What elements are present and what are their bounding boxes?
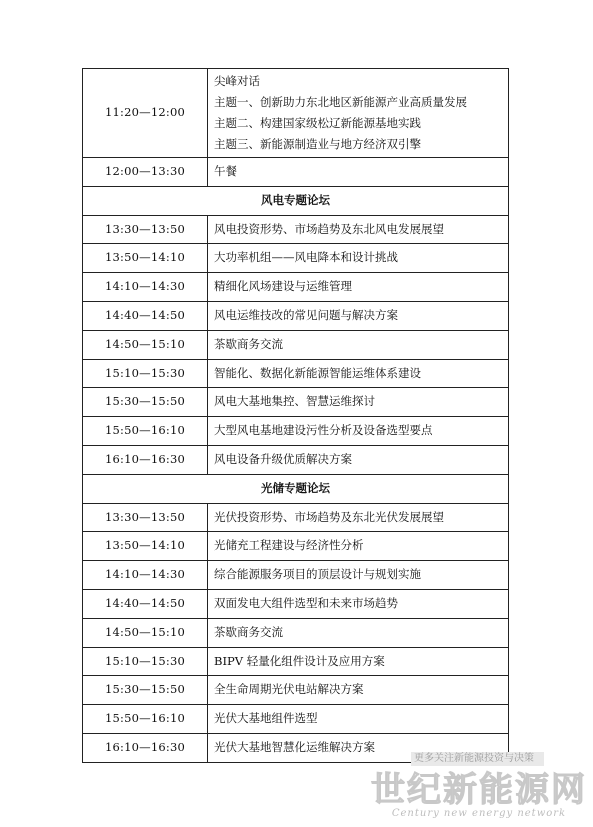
time-cell: 13:30—13:50 (83, 215, 208, 244)
watermark-logo (368, 772, 590, 822)
topic-cell: 综合能源服务项目的顶层设计与规划实施 (208, 561, 509, 590)
topic-cell: 大型风电基地建设污性分析及设备选型要点 (208, 417, 509, 446)
time-cell: 15:30—15:50 (83, 388, 208, 417)
time-cell: 16:10—16:30 (83, 733, 208, 762)
wind-section-header (83, 186, 509, 215)
table-row (83, 273, 509, 302)
table-row (83, 417, 509, 446)
table-row (83, 359, 509, 388)
time-cell: 13:30—13:50 (83, 503, 208, 532)
topic-cell: 精细化风场建设与运维管理 (208, 273, 509, 302)
topic-cell: 风电运维技改的常见问题与解决方案 (208, 301, 509, 330)
table-row (83, 618, 509, 647)
topic-cell: 双面发电大组件选型和未来市场趋势 (208, 589, 509, 618)
watermark-logo-en: Century new energy network (391, 808, 567, 819)
table-row (83, 445, 509, 474)
keynote-theme-3: 主题三、新能源制造业与地方经济双引擎 (214, 137, 421, 151)
lunch-row (83, 158, 509, 187)
topic-cell (208, 69, 509, 158)
topic-cell: 茶歇商务交流 (208, 618, 509, 647)
topic-cell: 风电投资形势、市场趋势及东北风电发展展望 (208, 215, 509, 244)
time-cell: 11:20—12:00 (83, 69, 208, 158)
time-cell: 13:50—14:10 (83, 532, 208, 561)
time-cell: 16:10—16:30 (83, 445, 208, 474)
table-row (83, 676, 509, 705)
table-row (83, 503, 509, 532)
solar-section-header (83, 474, 509, 503)
table-row (83, 215, 509, 244)
time-cell: 15:50—16:10 (83, 417, 208, 446)
watermark-caption: 更多关注新能源投资与决策 (411, 752, 544, 766)
topic-cell: 光储充工程建设与经济性分析 (208, 532, 509, 561)
keynote-heading: 尖峰对话 (214, 74, 260, 88)
agenda-table (82, 68, 509, 763)
topic-cell: 风电大基地集控、智慧运维探讨 (208, 388, 509, 417)
keynote-theme-1: 主题一、创新助力东北地区新能源产业高质量发展 (214, 95, 467, 109)
time-cell: 14:10—14:30 (83, 273, 208, 302)
time-cell: 15:10—15:30 (83, 647, 208, 676)
time-cell: 14:10—14:30 (83, 561, 208, 590)
table-row (83, 561, 509, 590)
time-cell: 14:50—15:10 (83, 330, 208, 359)
time-cell: 14:50—15:10 (83, 618, 208, 647)
time-cell: 15:10—15:30 (83, 359, 208, 388)
section-title: 光储专题论坛 (83, 474, 509, 503)
topic-cell: BIPV 轻量化组件设计及应用方案 (208, 647, 509, 676)
time-cell: 15:50—16:10 (83, 705, 208, 734)
time-cell: 13:50—14:10 (83, 244, 208, 273)
table-row (83, 330, 509, 359)
topic-cell: 智能化、数据化新能源智能运维体系建设 (208, 359, 509, 388)
time-cell: 14:40—14:50 (83, 301, 208, 330)
table-row (83, 244, 509, 273)
topic-cell: 光伏投资形势、市场趋势及东北光伏发展展望 (208, 503, 509, 532)
table-row (83, 301, 509, 330)
watermark-logo-cn: 世纪新能源网 (371, 770, 587, 810)
topic-cell: 大功率机组——风电降本和设计挑战 (208, 244, 509, 273)
table-row (83, 589, 509, 618)
topic-cell: 光伏大基地组件选型 (208, 705, 509, 734)
section-title: 风电专题论坛 (83, 186, 509, 215)
topic-cell: 全生命周期光伏电站解决方案 (208, 676, 509, 705)
table-row (83, 647, 509, 676)
keynote-theme-2: 主题二、构建国家级松辽新能源基地实践 (214, 116, 421, 130)
keynote-row (83, 69, 509, 158)
table-row (83, 705, 509, 734)
topic-cell: 茶歇商务交流 (208, 330, 509, 359)
time-cell: 15:30—15:50 (83, 676, 208, 705)
table-row (83, 532, 509, 561)
topic-cell: 午餐 (208, 158, 509, 187)
topic-cell: 风电设备升级优质解决方案 (208, 445, 509, 474)
table-row (83, 388, 509, 417)
time-cell: 12:00—13:30 (83, 158, 208, 187)
time-cell: 14:40—14:50 (83, 589, 208, 618)
topic-cell: 光伏大基地智慧化运维解决方案 (208, 733, 509, 762)
